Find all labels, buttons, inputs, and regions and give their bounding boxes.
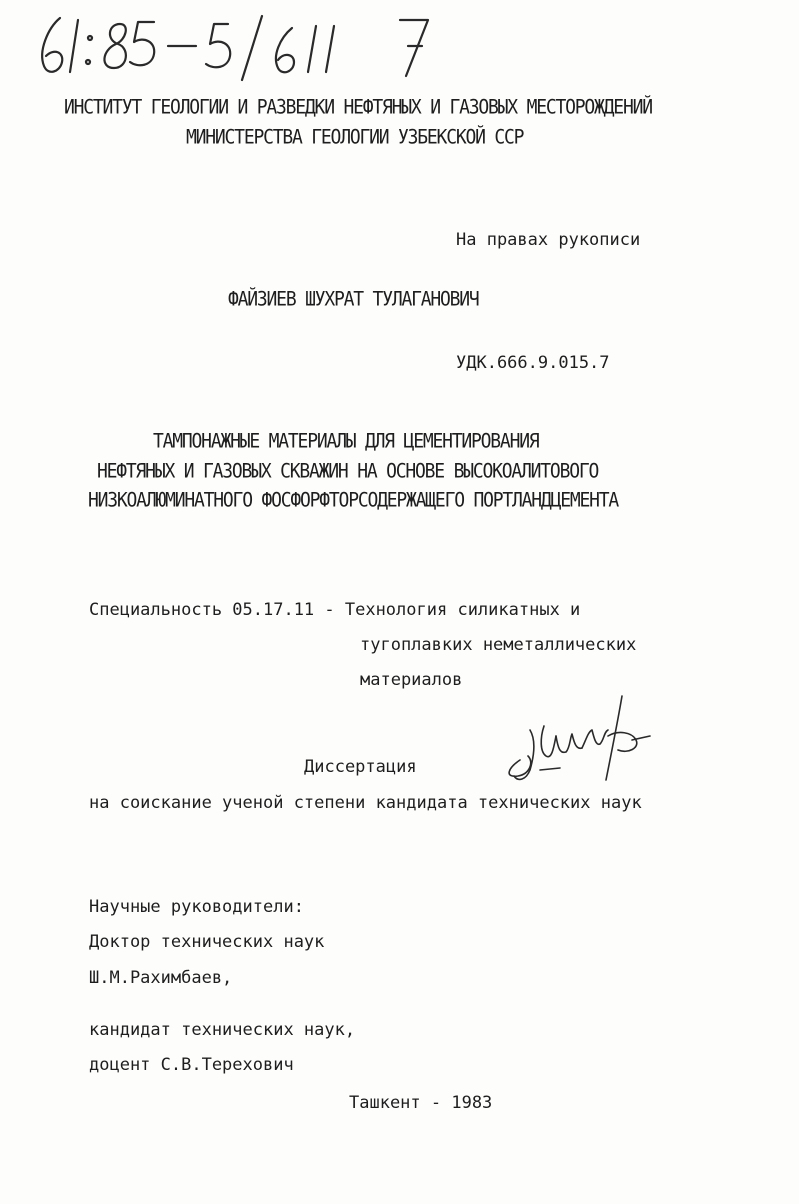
supervisors-heading: Научные руководители: <box>89 897 304 917</box>
supervisor-1-name: Ш.М.Рахимбаев, <box>89 968 233 988</box>
supervisor-1-title: Доктор технических наук <box>89 932 325 952</box>
author-name: ФАЙЗИЕВ ШУХРАТ ТУЛАГАНОВИЧ <box>228 288 479 311</box>
dissertation-label: Диссертация <box>304 757 417 777</box>
supervisor-2-name: доцент С.В.Терехович <box>89 1055 294 1075</box>
title-line-1: ТАМПОНАЖНЫЕ МАТЕРИАЛЫ ДЛЯ ЦЕМЕНТИРОВАНИЯ <box>153 430 539 453</box>
degree-line: на соискание ученой степени кандидата технических наук <box>89 793 642 813</box>
supervisor-2-title: кандидат технических наук, <box>89 1020 356 1040</box>
specialty-line-2: тугоплавких неметаллических <box>360 635 637 655</box>
author-signature <box>500 690 660 790</box>
specialty-line-3: материалов <box>360 670 463 690</box>
title-line-3: НИЗКОАЛЮМИНАТНОГО ФОСФОРФТОРСОДЕРЖАЩЕГО ПОРТЛАНДЦЕМЕНТА <box>88 489 619 512</box>
title-line-2: НЕФТЯНЫХ И ГАЗОВЫХ СКВАЖИН НА ОСНОВЕ ВЫСОКОАЛИТОВОГО <box>97 460 599 483</box>
place-and-year: Ташкент - 1983 <box>349 1093 493 1113</box>
handwritten-archive-code <box>30 6 430 86</box>
manuscript-note: На правах рукописи <box>456 230 641 250</box>
institute-line-1: ИНСТИТУТ ГЕОЛОГИИ И РАЗВЕДКИ НЕФТЯНЫХ И ГАЗОВЫХ МЕСТОРОЖДЕНИЙ <box>64 96 652 119</box>
specialty-line-1: Специальность 05.17.11 - Технология силикатных и <box>89 600 581 620</box>
udc-code: УДК.666.9.015.7 <box>456 353 610 373</box>
institute-line-2: МИНИСТЕРСТВА ГЕОЛОГИИ УЗБЕКСКОЙ ССР <box>186 126 524 149</box>
